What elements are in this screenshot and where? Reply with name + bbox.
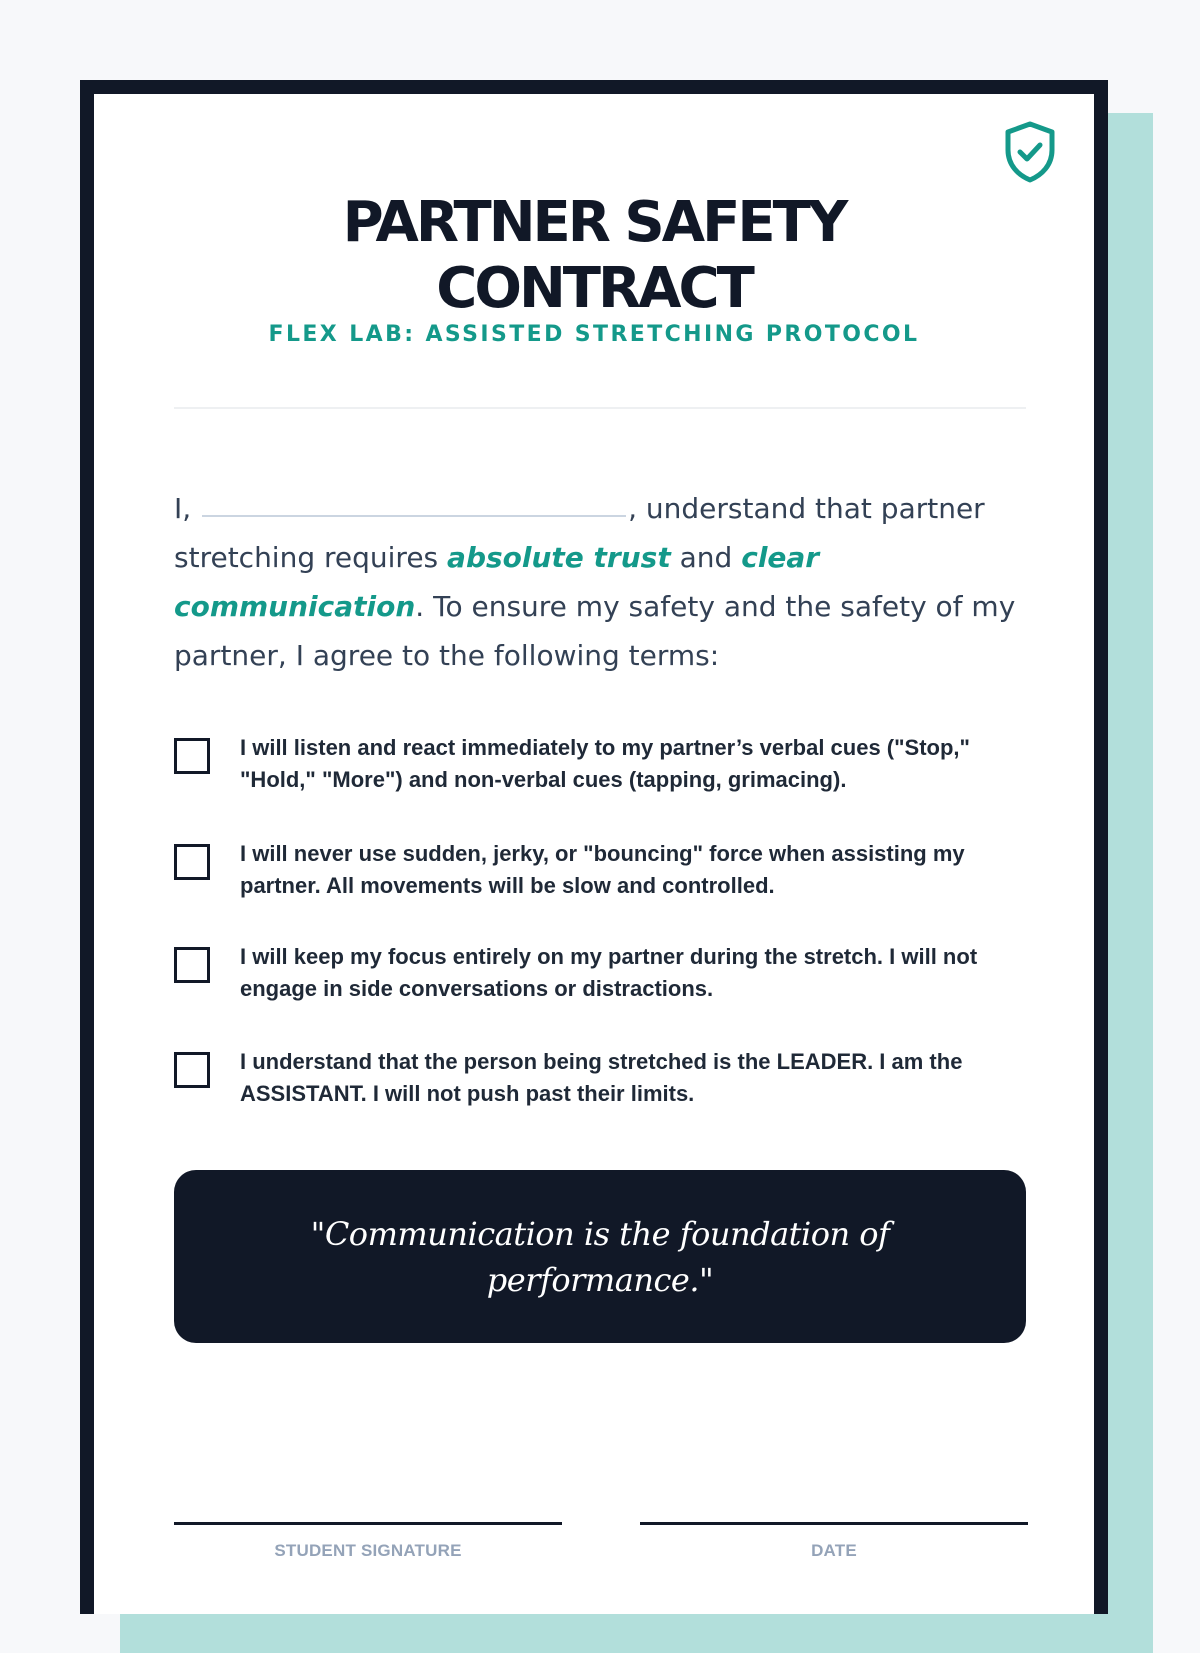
title-line-1: PARTNER SAFETY <box>342 190 846 255</box>
term-checkbox[interactable] <box>174 1052 210 1088</box>
header-divider <box>174 407 1026 409</box>
quote-banner <box>174 1170 1026 1343</box>
shield-check-icon <box>1002 120 1058 184</box>
title-line-2: CONTRACT <box>436 256 752 321</box>
term-checkbox[interactable] <box>174 947 210 983</box>
term-checkbox[interactable] <box>174 738 210 774</box>
quote-text: "Communication is the foundation of performance." <box>310 1214 890 1299</box>
contract-card <box>80 80 1108 1614</box>
term-text: I will never use sudden, jerky, or "bouncing" force when assisting my partner. All movements will be slow and controlled. <box>240 841 965 898</box>
name-blank-field[interactable] <box>202 515 626 517</box>
intro-prefix: I, <box>174 492 192 525</box>
term-checkbox[interactable] <box>174 844 210 880</box>
date-line[interactable] <box>640 1522 1028 1525</box>
emphasis-communication: clear communication <box>174 541 820 623</box>
emphasis-trust: absolute trust <box>447 541 671 574</box>
intro-paragraph <box>174 484 1034 680</box>
student-signature-line[interactable] <box>174 1522 562 1525</box>
date-label: DATE <box>811 1541 857 1560</box>
term-text: I will keep my focus entirely on my partner during the stretch. I will not engage in side conversations or distractions. <box>240 944 978 1001</box>
intro-after-blank: , understand that partner stretching requires <box>174 492 985 574</box>
term-text: I will listen and react immediately to my partner’s verbal cues ("Stop," "Hold," "More") and non-verbal cues (tapping, grimacing). <box>240 735 970 792</box>
student-signature-label: STUDENT SIGNATURE <box>274 1541 462 1560</box>
intro-suffix: . To ensure my safety and the safety of my partner, I agree to the following terms: <box>174 590 1016 672</box>
page-subtitle: FLEX LAB: ASSISTED STRETCHING PROTOCOL <box>268 322 920 347</box>
page-title <box>94 190 1094 322</box>
intro-connector: and <box>679 541 733 574</box>
term-text: I understand that the person being stretched is the LEADER. I am the ASSISTANT. I will not push past their limits. <box>240 1049 963 1106</box>
contract-page <box>80 80 1120 1620</box>
